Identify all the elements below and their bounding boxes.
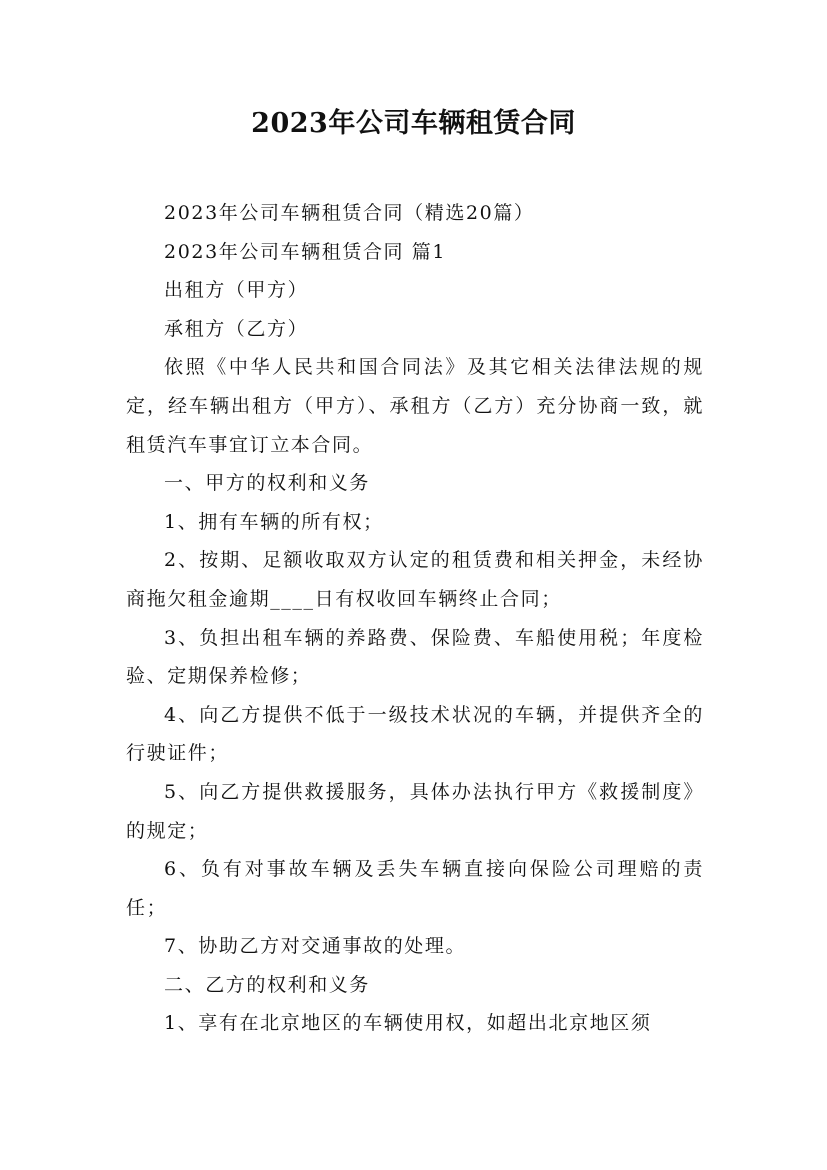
paragraph-lessor: 出租方（甲方）: [164, 279, 309, 302]
paragraph-party-a-item-7: 7、协助乙方对交通事故的处理。: [164, 935, 467, 958]
paragraph-party-a-item-3: 3、负担出租车辆的养路费、保险费、车船使用税；年度检验、定期保养检修；: [126, 626, 704, 688]
paragraph-party-a-item-2: 2、按期、足额收取双方认定的租赁费和相关押金，未经协商拖欠租金逾期____日有权收回车辆终止合同；: [126, 549, 704, 610]
paragraph-lessee: 承租方（乙方）: [164, 317, 309, 340]
paragraph-party-a-item-1: 1、拥有车辆的所有权；: [164, 510, 384, 533]
document-title: 2023年公司车辆租赁合同: [251, 108, 576, 139]
paragraph-section-title: 2023年公司车辆租赁合同 篇1: [164, 240, 447, 263]
document-body: [126, 194, 704, 1043]
paragraph-party-b-item-1: 1、享有在北京地区的车辆使用权，如超出北京地区须: [164, 1012, 652, 1035]
paragraph-heading: 2023年公司车辆租赁合同（精选20篇）: [164, 202, 535, 224]
paragraph-party-a-item-4: 4、向乙方提供不低于一级技术状况的车辆，并提供齐全的行驶证件；: [126, 703, 704, 765]
paragraph-party-a-item-5: 5、向乙方提供救援服务，具体办法执行甲方《救援制度》的规定；: [126, 780, 704, 842]
paragraph-party-a-heading: 一、甲方的权利和义务: [164, 472, 371, 495]
paragraph-party-a-item-6: 6、负有对事故车辆及丢失车辆直接向保险公司理赔的责任；: [126, 858, 704, 919]
paragraph-party-b-heading: 二、乙方的权利和义务: [164, 973, 371, 996]
paragraph-preamble: 依照《中华人民共和国合同法》及其它相关法律法规的规定，经车辆出租方（甲方）、承租方（乙方）充分协商一致，就租赁汽车事宜订立本合同。: [126, 356, 704, 456]
